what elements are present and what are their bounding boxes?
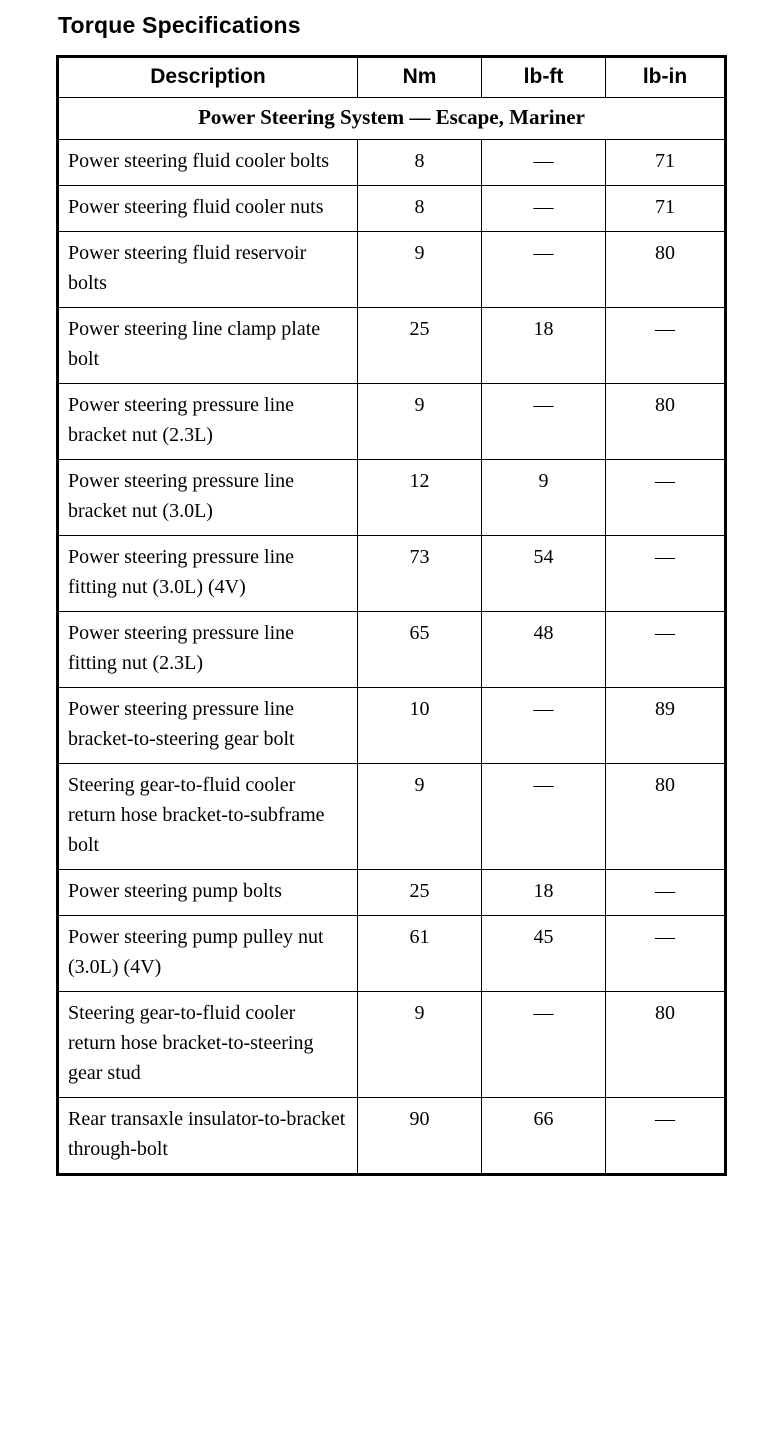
cell-lb-ft: — <box>482 688 606 764</box>
table-row <box>58 460 726 536</box>
table-row <box>58 140 726 186</box>
cell-lb-in: — <box>606 870 726 916</box>
column-header-description: Description <box>58 57 358 98</box>
cell-lb-ft: 18 <box>482 870 606 916</box>
cell-lb-in: — <box>606 1098 726 1175</box>
cell-lb-in: 71 <box>606 140 726 186</box>
cell-lb-in: — <box>606 460 726 536</box>
cell-nm: 61 <box>358 916 482 992</box>
table-row <box>58 870 726 916</box>
section-header-row <box>58 98 726 140</box>
cell-description: Power steering pump bolts <box>58 870 358 916</box>
cell-lb-ft: 9 <box>482 460 606 536</box>
cell-lb-ft: — <box>482 764 606 870</box>
cell-nm: 73 <box>358 536 482 612</box>
cell-lb-ft: 66 <box>482 1098 606 1175</box>
cell-nm: 12 <box>358 460 482 536</box>
cell-lb-in: 71 <box>606 186 726 232</box>
cell-description: Power steering fluid cooler bolts <box>58 140 358 186</box>
table-body <box>58 140 726 1175</box>
cell-description: Power steering pump pulley nut (3.0L) (4V) <box>58 916 358 992</box>
column-header-lb-in: lb-in <box>606 57 726 98</box>
cell-lb-ft: — <box>482 186 606 232</box>
table-row <box>58 992 726 1098</box>
cell-lb-ft: — <box>482 140 606 186</box>
cell-description: Power steering pressure line bracket-to-steering gear bolt <box>58 688 358 764</box>
cell-lb-in: 80 <box>606 764 726 870</box>
cell-description: Steering gear-to-fluid cooler return hose bracket-to-steering gear stud <box>58 992 358 1098</box>
cell-lb-in: — <box>606 612 726 688</box>
torque-spec-table <box>56 55 727 1176</box>
cell-lb-ft: 48 <box>482 612 606 688</box>
table-row <box>58 186 726 232</box>
table-row <box>58 232 726 308</box>
cell-nm: 90 <box>358 1098 482 1175</box>
cell-lb-in: 80 <box>606 384 726 460</box>
cell-lb-in: 80 <box>606 232 726 308</box>
cell-description: Power steering line clamp plate bolt <box>58 308 358 384</box>
cell-nm: 9 <box>358 384 482 460</box>
cell-description: Power steering pressure line fitting nut (3.0L) (4V) <box>58 536 358 612</box>
table-row <box>58 1098 726 1175</box>
cell-nm: 8 <box>358 140 482 186</box>
page-title: Torque Specifications <box>58 12 301 38</box>
cell-lb-ft: — <box>482 384 606 460</box>
cell-description: Power steering pressure line fitting nut (2.3L) <box>58 612 358 688</box>
cell-lb-in: 89 <box>606 688 726 764</box>
cell-description: Power steering fluid reservoir bolts <box>58 232 358 308</box>
cell-lb-ft: — <box>482 992 606 1098</box>
cell-nm: 9 <box>358 992 482 1098</box>
cell-lb-ft: — <box>482 232 606 308</box>
table-row <box>58 536 726 612</box>
cell-description: Rear transaxle insulator-to-bracket through-bolt <box>58 1098 358 1175</box>
cell-description: Steering gear-to-fluid cooler return hose bracket-to-subframe bolt <box>58 764 358 870</box>
column-header-lb-ft: lb-ft <box>482 57 606 98</box>
cell-nm: 8 <box>358 186 482 232</box>
cell-lb-in: 80 <box>606 992 726 1098</box>
cell-lb-in: — <box>606 916 726 992</box>
cell-lb-ft: 45 <box>482 916 606 992</box>
cell-nm: 9 <box>358 764 482 870</box>
cell-lb-ft: 54 <box>482 536 606 612</box>
column-header-row <box>58 57 726 98</box>
cell-description: Power steering pressure line bracket nut (2.3L) <box>58 384 358 460</box>
table-row <box>58 916 726 992</box>
cell-lb-in: — <box>606 536 726 612</box>
cell-nm: 9 <box>358 232 482 308</box>
cell-nm: 10 <box>358 688 482 764</box>
cell-description: Power steering fluid cooler nuts <box>58 186 358 232</box>
column-header-nm: Nm <box>358 57 482 98</box>
cell-lb-in: — <box>606 308 726 384</box>
section-header: Power Steering System — Escape, Mariner <box>58 98 726 140</box>
table-row <box>58 384 726 460</box>
cell-nm: 65 <box>358 612 482 688</box>
table-row <box>58 764 726 870</box>
cell-nm: 25 <box>358 308 482 384</box>
cell-description: Power steering pressure line bracket nut (3.0L) <box>58 460 358 536</box>
table-row <box>58 688 726 764</box>
cell-nm: 25 <box>358 870 482 916</box>
table-row <box>58 612 726 688</box>
cell-lb-ft: 18 <box>482 308 606 384</box>
table-row <box>58 308 726 384</box>
